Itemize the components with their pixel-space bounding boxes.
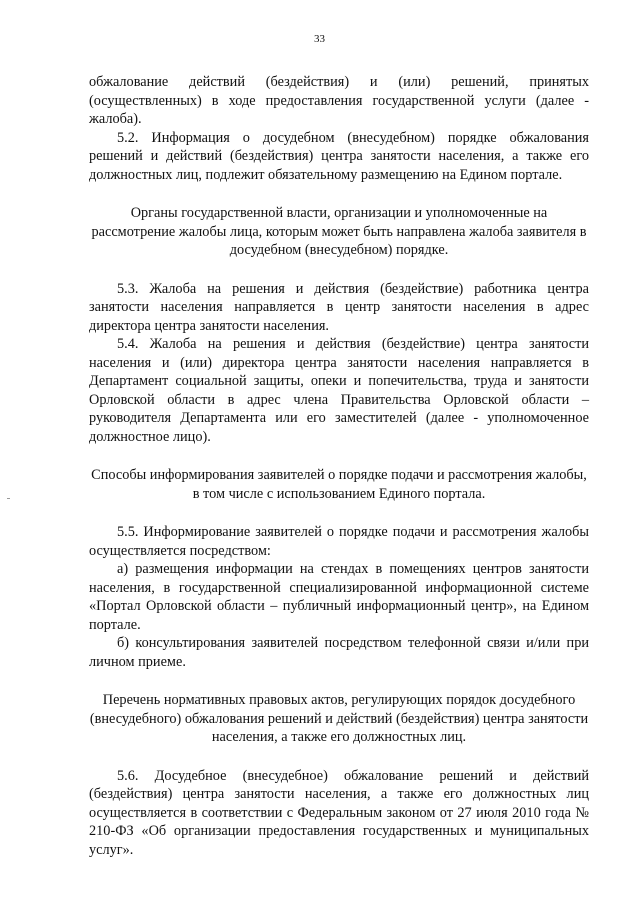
document-body	[89, 73, 589, 859]
paragraph-5-3: 5.3. Жалоба на решения и действия (бездействие) работника центра занятости населения направляется в центр занятости населения в адрес директора центра занятости населения.	[89, 280, 589, 334]
paragraph-5-5: 5.5. Информирование заявителей о порядке подачи и рассмотрения жалобы осуществляется посредством:	[89, 524, 589, 559]
paragraph-5-6: 5.6. Досудебное (внесудебное) обжалование решений и действий (бездействия) центра занятости населения, а также его должностных лиц осуществляется в соответствии с Федеральным законом от 27 июля 2010 года № 210-ФЗ «Об организации предоставления государственных и муниципальных услуг».	[89, 767, 589, 858]
paragraph-5-5-a: а) размещения информации на стендах в помещениях центров занятости населения, в государственной специализированной информационной системе «Портал Орловской области – публичный информационный центр», на Едином портале.	[89, 561, 589, 633]
paragraph-5-4: 5.4. Жалоба на решения и действия (бездействие) центра занятости населения и (или) директора центра занятости населения направляется в Департамент социальной защиты, опеки и попечительства, труда и занятости Орловской области в адрес члена Правительства Орловской области – руководителя Департамента или его заместителей (далее - уполномоченное должностное лицо).	[89, 336, 589, 445]
page-number: 33	[314, 33, 325, 45]
paragraph-5-5-b: б) консультирования заявителей посредством телефонной связи и/или при личном приеме.	[89, 635, 589, 670]
section-heading-legal-acts: Перечень нормативных правовых актов, регулирующих порядок досудебного (внесудебного) обжалования решений и действий (бездействия) центра занятости населения, а также его должностных лиц.	[89, 692, 589, 745]
paragraph-5-2: 5.2. Информация о досудебном (внесудебном) порядке обжалования решений и действий (бездействия) центра занятости населения, а также его должностных лиц, подлежит обязательному размещению на Едином портале.	[89, 129, 589, 183]
margin-mark	[7, 498, 10, 499]
section-heading-authorities: Органы государственной власти, организации и уполномоченные на рассмотрение жалобы лица, которым может быть направлена жалоба заявителя в досудебном (внесудебном) порядке.	[91, 205, 587, 258]
paragraph-complaint-definition: обжалование действий (бездействия) и (или) решений, принятых (осуществленных) в ходе предоставления государственной услуги (далее - жалоба).	[89, 74, 589, 127]
section-heading-informing: Способы информирования заявителей о порядке подачи и рассмотрения жалобы, в том числе с использованием Единого портала.	[91, 467, 587, 502]
